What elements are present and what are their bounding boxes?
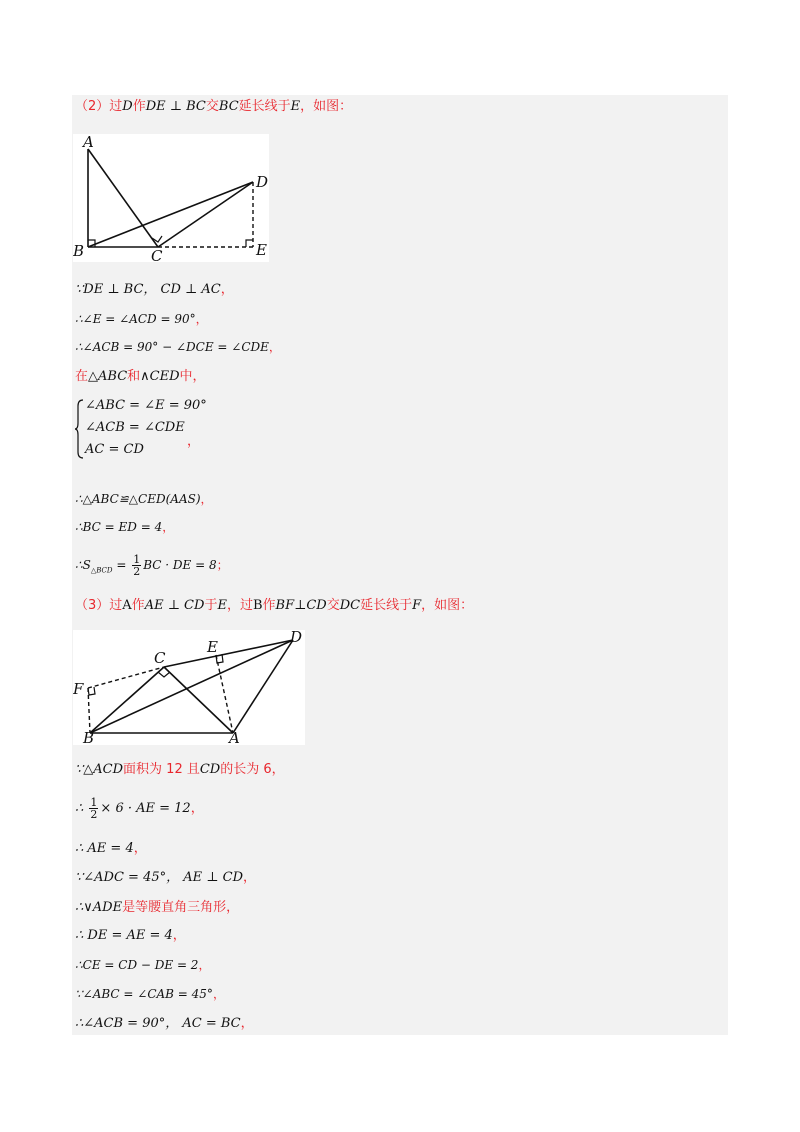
word-make: 作 [132, 99, 146, 114]
p3-step-9-expr: ∴∠ACB = 90°， AC = BC [75, 1016, 241, 1031]
p2-step-7-eq: = [116, 558, 127, 572]
p3-step-1-cd: CD [199, 762, 221, 777]
expr-ae-perp-cd: AE ⊥ CD [144, 598, 205, 613]
p3-step-5-post: 是等腰直角三角形， [122, 900, 240, 915]
p2-step-7 [75, 553, 229, 582]
p3-step-2-rest: × 6 · AE = 12 [100, 801, 191, 816]
part2-label: （2）过 [75, 99, 123, 114]
segment-cd [164, 640, 293, 667]
p2-step-5-expr: ∴△ABC≌△CED(AAS) [75, 492, 201, 506]
figure-part2 [73, 134, 269, 262]
p2-step-5-tail: ， [200, 492, 213, 506]
p3-step-3 [75, 840, 147, 858]
p3-step-1-mid2: 的长为 6， [220, 762, 285, 777]
p3-step-7 [75, 956, 210, 974]
label-b: B [83, 729, 95, 745]
label-d: D [290, 630, 303, 646]
word-cross: 交 [205, 99, 219, 114]
segment-ea-dashed [216, 655, 233, 733]
p3-step-8-tail: ， [212, 987, 225, 1001]
p2-step-4-tri1: △ABC [88, 369, 128, 384]
p2-step-7-pre: ∴S [75, 558, 91, 572]
word-make-2: 作 [262, 598, 276, 613]
word-extend: 延长线于 [238, 99, 291, 114]
label-a: A [229, 729, 240, 745]
word-extend: 延长线于 [360, 598, 413, 613]
p3-step-2-tail: ， [190, 801, 204, 816]
point-e: E [217, 598, 227, 613]
p3-step-8-expr: ∵∠ABC = ∠CAB = 45° [75, 987, 213, 1001]
p3-step-3-expr: ∴ AE = 4 [75, 841, 134, 856]
line-bc: BC [218, 99, 239, 114]
p2-step-2 [75, 310, 208, 328]
p2-step-3-expr: ∴∠ACB = 90° − ∠DCE = ∠CDE [75, 340, 269, 354]
p2-step-4-tri2: ∧CED [140, 369, 180, 384]
p2-step-4-pre: 在 [75, 369, 89, 384]
frac-num: 1 [133, 553, 141, 566]
p2-step-4 [75, 368, 206, 386]
sep: ，过 [226, 598, 253, 613]
expr-de-perp-bc: DE ⊥ BC [145, 99, 206, 114]
p3-step-5-pre: ∴ [75, 900, 84, 915]
system-row-3: AC = CD [85, 442, 144, 457]
label-b: B [73, 242, 85, 260]
part3-header [75, 597, 473, 615]
p3-step-1-tri: △ACD [83, 762, 124, 777]
p2-step-2-expr: ∴∠E = ∠ACD = 90° [75, 312, 196, 326]
word-at: 于 [204, 598, 218, 613]
part2-header [75, 98, 352, 116]
segment-bc [90, 667, 164, 733]
p2-step-4-post: 中， [179, 369, 206, 384]
point-f: F [412, 598, 422, 613]
p2-step-1 [75, 281, 234, 299]
fraction-one-half [132, 554, 141, 577]
label-c: C [154, 649, 166, 667]
p3-step-4 [75, 869, 256, 887]
p3-step-1-mid1: 面积为 12 且 [123, 762, 200, 777]
fraction-one-half-2 [89, 797, 98, 820]
header-tail: ，如图： [300, 99, 353, 114]
p3-step-5 [75, 899, 239, 917]
p3-step-4-expr: ∵∠ADC = 45°， AE ⊥ CD [75, 870, 243, 885]
p3-step-6 [75, 927, 186, 945]
p3-step-1-pre: ∵ [75, 762, 84, 777]
p3-step-1 [75, 761, 285, 779]
label-f: F [73, 680, 84, 698]
p2-step-6-tail: ， [162, 520, 175, 534]
word-cross: 交 [326, 598, 340, 613]
p3-step-2 [75, 794, 204, 824]
p3-step-7-expr: ∴CE = CD − DE = 2 [75, 958, 199, 972]
line-dc: DC [339, 598, 361, 613]
brace-icon [75, 398, 85, 460]
label-a: A [83, 134, 94, 151]
segment-bd [88, 182, 253, 247]
p3-step-7-tail: ， [198, 958, 211, 972]
point-a: A [122, 598, 132, 613]
p3-step-8 [75, 985, 225, 1003]
p3-step-9-tail: ， [240, 1016, 254, 1031]
p3-step-2-pre: ∴ [75, 801, 84, 816]
p2-step-2-tail: ， [195, 312, 208, 326]
system-tail: ， [187, 434, 201, 449]
p3-step-4-tail: ， [243, 870, 257, 885]
label-c: C [151, 247, 163, 262]
right-angle-e [246, 240, 253, 247]
p2-step-4-and: 和 [127, 369, 141, 384]
p2-step-5 [75, 490, 213, 508]
p2-step-3 [75, 338, 281, 356]
p3-step-6-tail: ， [172, 928, 186, 943]
segment-ca [164, 667, 233, 733]
frac-den: 2 [90, 808, 98, 821]
system-row-2: ∠ACB = ∠CDE [85, 420, 185, 435]
expr-bf-perp-cd: BF⊥CD [275, 598, 327, 613]
system-row-1: ∠ABC = ∠E = 90° [85, 398, 207, 413]
label-e: E [207, 638, 218, 656]
part3-label: （3）过 [75, 598, 123, 613]
p3-step-6-expr: ∴ DE = AE = 4 [75, 928, 173, 943]
figure-part2-svg [73, 134, 269, 262]
p2-step-7-rest: BC · DE = 8 [143, 558, 217, 572]
segment-ac [88, 149, 158, 247]
word-make: 作 [131, 598, 145, 613]
point-d: D [122, 99, 133, 114]
p2-step-6 [75, 518, 174, 536]
p3-step-9 [75, 1015, 254, 1033]
p2-step-7-sub: △BCD [90, 566, 113, 575]
frac-den: 2 [133, 565, 141, 578]
point-e: E [290, 99, 301, 114]
p2-step-1-tail: ， [220, 282, 234, 297]
p2-step-7-tail: ； [216, 558, 229, 572]
label-e: E [256, 241, 267, 259]
figure-part3 [73, 630, 305, 745]
frac-num: 1 [90, 796, 98, 809]
equation-system [75, 398, 255, 460]
p2-step-6-expr: ∴BC = ED = 4 [75, 520, 163, 534]
point-b: B [252, 598, 263, 613]
figure-part3-svg [73, 630, 305, 745]
p3-step-3-tail: ， [133, 841, 147, 856]
label-d: D [256, 173, 269, 191]
header-tail: ，如图： [421, 598, 474, 613]
right-angle-c [158, 672, 170, 677]
p3-step-5-tri: ∨ADE [83, 900, 123, 915]
p2-step-3-tail: ， [268, 340, 281, 354]
p2-step-1-expr: ∵DE ⊥ BC， CD ⊥ AC [75, 282, 221, 297]
